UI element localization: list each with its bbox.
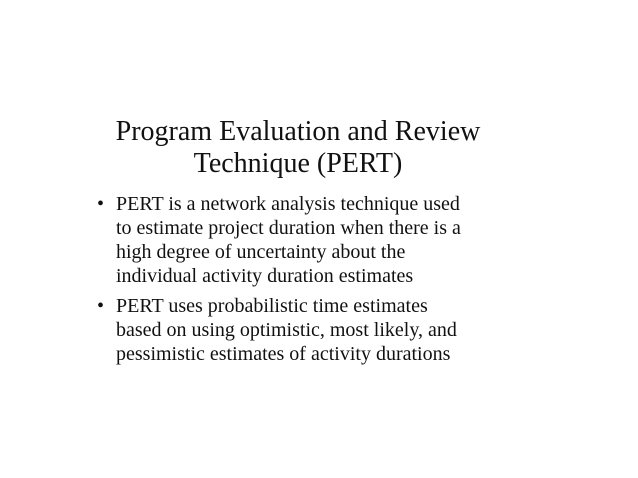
slide-title-line: Technique (PERT) — [193, 148, 403, 179]
bullet-text-line: based on using optimistic, most likely, and — [116, 319, 457, 341]
bullet-icon: • — [97, 295, 105, 317]
bullet-item — [97, 294, 517, 366]
bullet-text-line: to estimate project duration when there is a — [116, 217, 461, 239]
bullet-text-line: PERT uses probabilistic time estimates — [116, 295, 428, 317]
bullet-text-line: pessimistic estimates of activity durations — [116, 343, 451, 365]
slide-title — [0, 116, 596, 180]
bullet-item — [97, 192, 517, 288]
bullet-icon: • — [97, 193, 105, 215]
bullet-text-line: PERT is a network analysis technique used — [116, 193, 460, 215]
slide-title-line: Program Evaluation and Review — [115, 116, 481, 147]
bullet-text-line: high degree of uncertainty about the — [116, 241, 406, 263]
bullet-list — [97, 192, 517, 372]
bullet-text-line: individual activity duration estimates — [116, 265, 414, 287]
